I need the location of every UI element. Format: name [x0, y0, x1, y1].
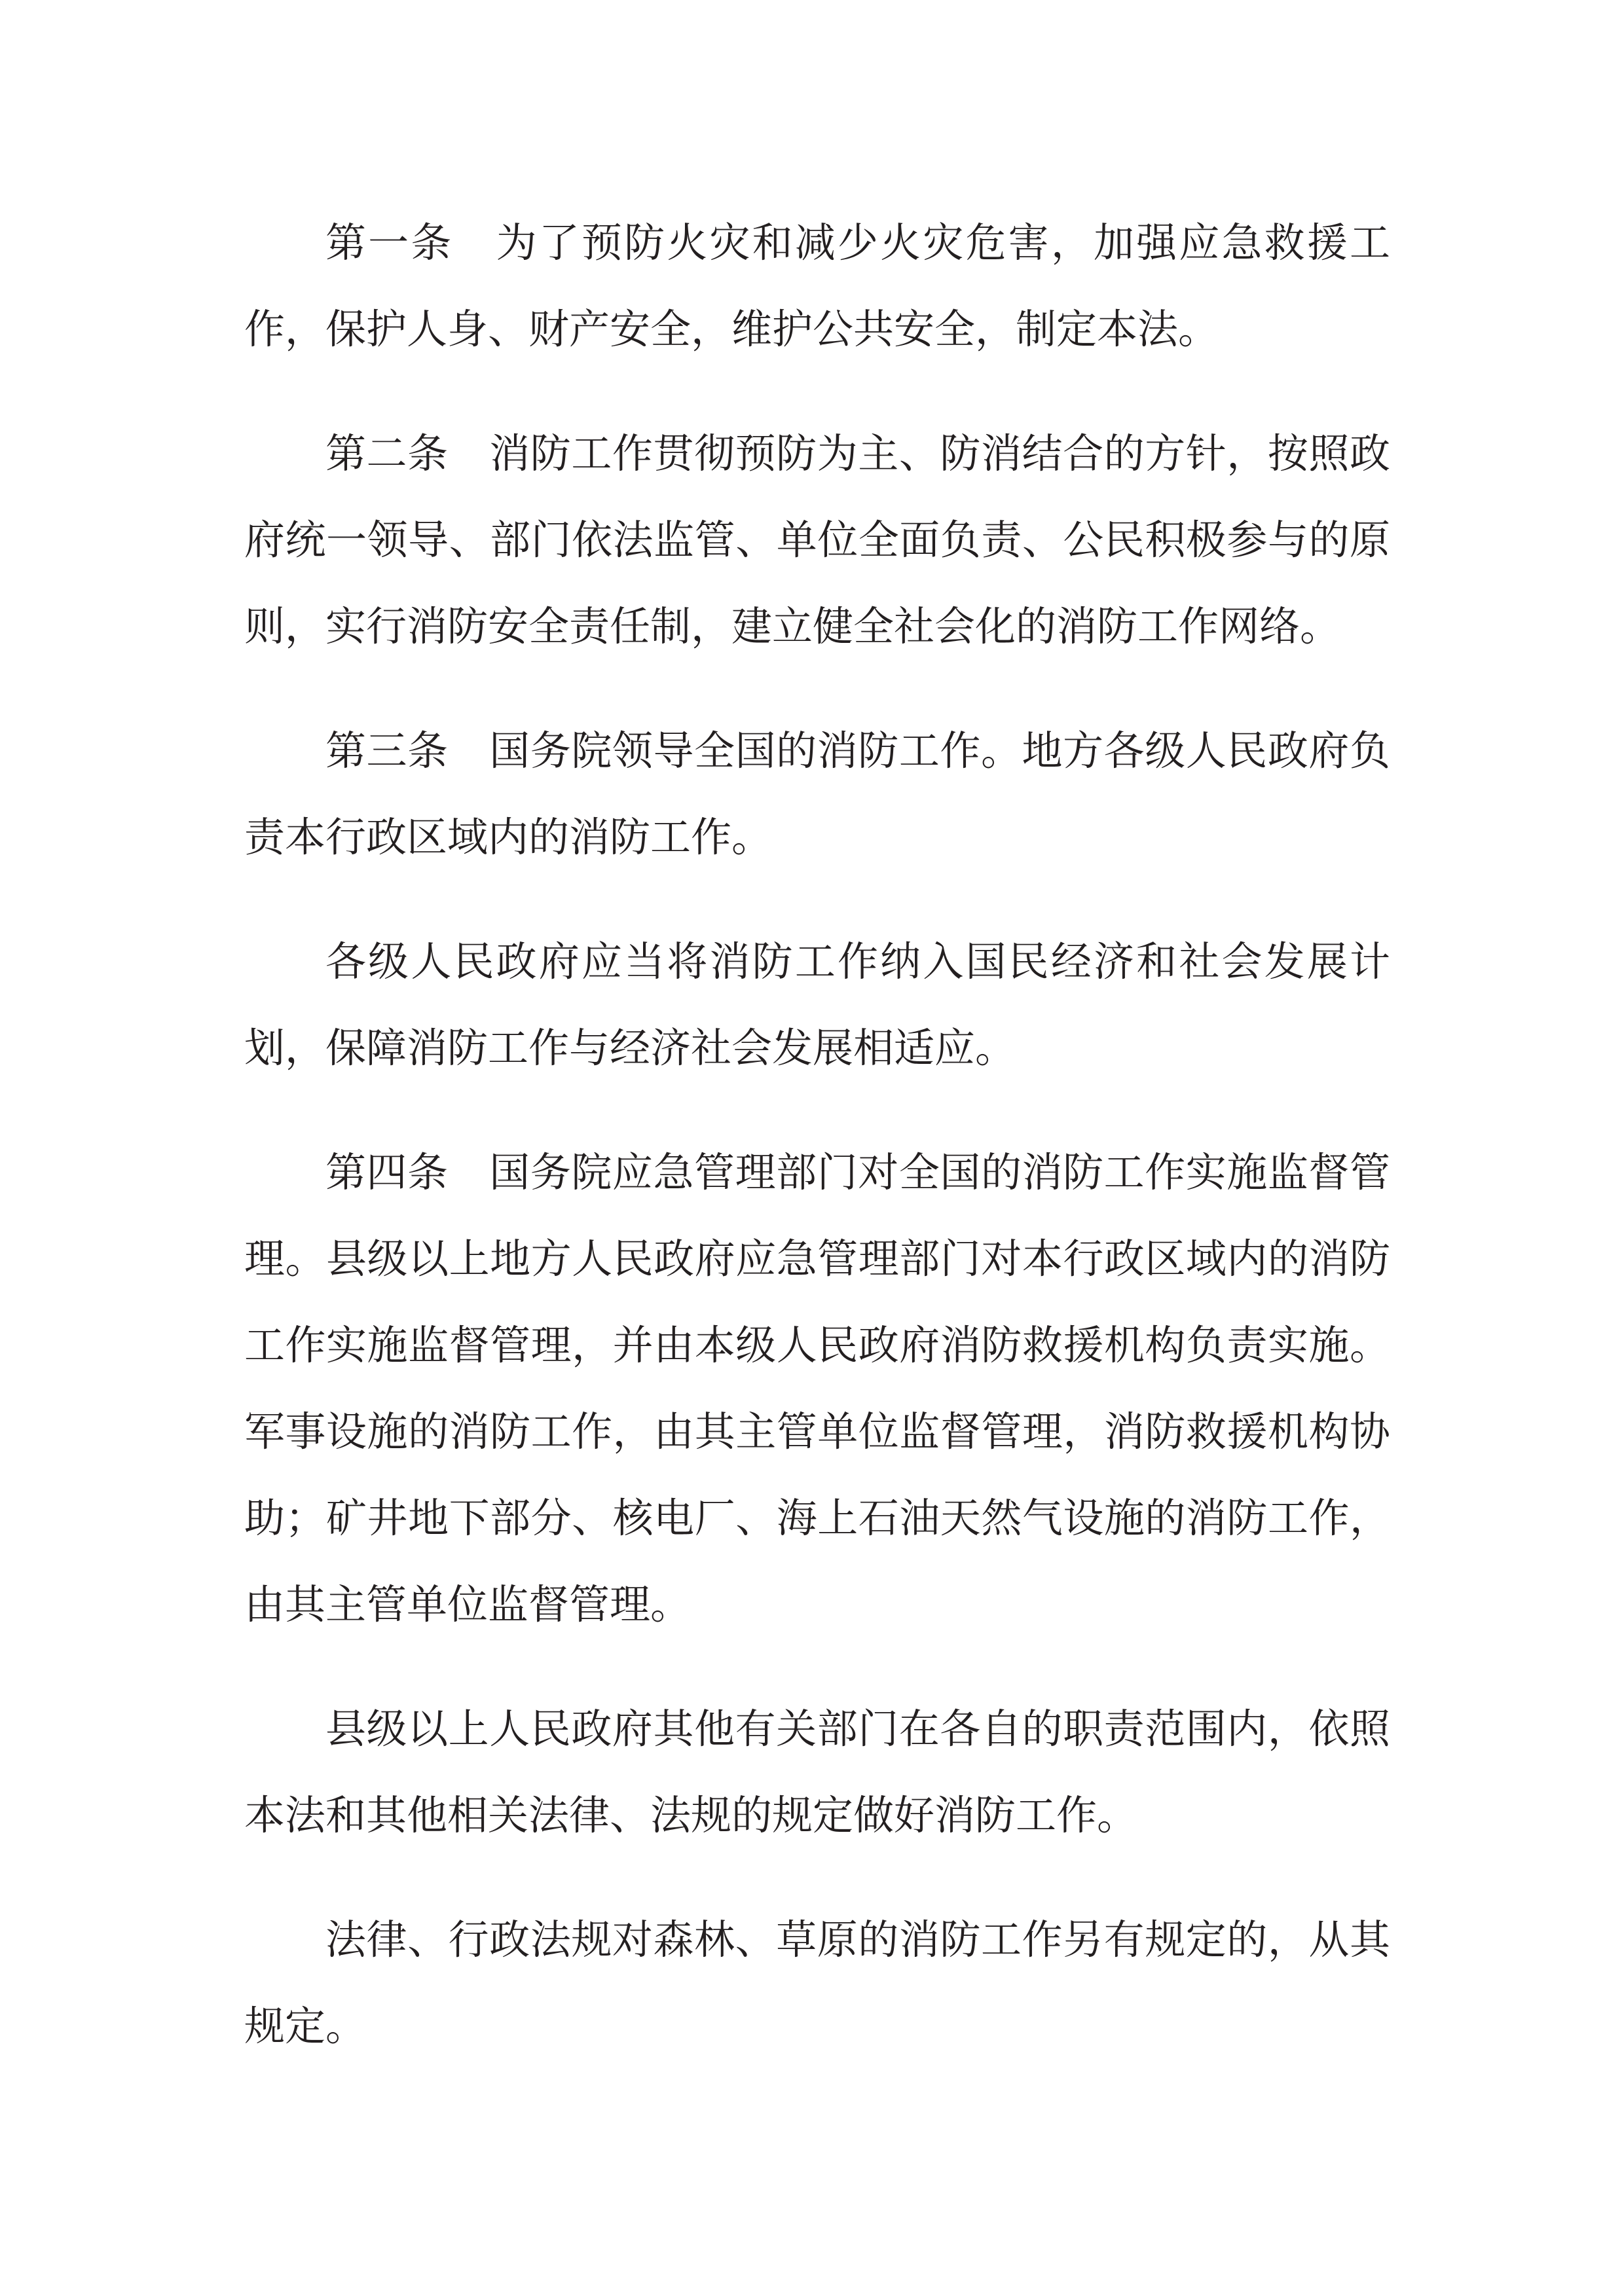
paragraph-article-4-clause-3: 法律、行政法规对森林、草原的消防工作另有规定的，从其规定。 [244, 1916, 1390, 2050]
paragraph-article-4: 第四条 国务院应急管理部门对全国的消防工作实施监督管理。县级以上地方人民政府应急管理部门对本行政区域内的消防工作实施监督管理，并由本级人民政府消防救援机构负责实施。军事设施的消防工作，由其主管单位监督管理，消防救援机构协助；矿井地下部分、核电厂、海上石油天然气设施的消防工作，由其主管单位监督管理。 [244, 1148, 1390, 1628]
paragraph-article-3: 第三条 国务院领导全国的消防工作。地方各级人民政府负责本行政区域内的消防工作。 [244, 727, 1390, 861]
paragraph-article-1: 第一条 为了预防火灾和减少火灾危害，加强应急救援工作，保护人身、财产安全，维护公共安全，制定本法。 [244, 219, 1390, 353]
document-body [244, 200, 1390, 2107]
paragraph-article-3-clause-2: 各级人民政府应当将消防工作纳入国民经济和社会发展计划，保障消防工作与经济社会发展相适应。 [244, 938, 1390, 1072]
paragraph-article-2: 第二条 消防工作贯彻预防为主、防消结合的方针，按照政府统一领导、部门依法监管、单位全面负责、公民积极参与的原则，实行消防安全责任制，建立健全社会化的消防工作网络。 [244, 429, 1390, 650]
paragraph-article-4-clause-2: 县级以上人民政府其他有关部门在各自的职责范围内，依照本法和其他相关法律、法规的规定做好消防工作。 [244, 1705, 1390, 1839]
